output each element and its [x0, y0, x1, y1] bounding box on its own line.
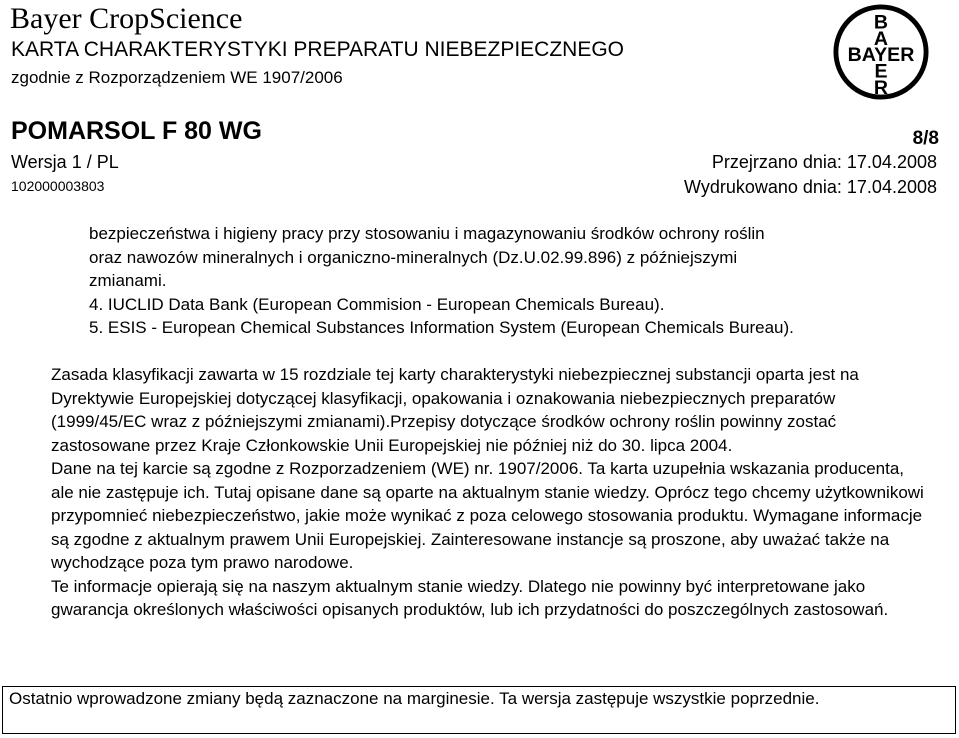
revision-date: Przejrzano dnia: 17.04.2008 [711, 152, 937, 172]
data-paragraph: Dane na tej karcie są zgodne z Rozporzadzeniem (WE) nr. 1907/2006. Ta karta uzupełnia wskazania producenta, ale nie zastępuje ich. Tutaj opisane dane są oparte na aktualnym stanie wiedzy. Oprócz tego chcemy użytkownikowi przypomnieć niebezpieczeństwo, jakie może wynikać z poza celowego stosowania produktu. Wymagane informacje są zgodne z aktualnym prawem Unii Europejskiej. Zainteresowane instancje są proszone, aby uważać także na wychodzące poza tym prawo narodowe. [51, 459, 924, 572]
version-label: Wersja [11, 152, 67, 172]
version-line [11, 152, 119, 173]
version-value: 1 / PL [71, 152, 119, 172]
logo-center-word: BAYER [847, 43, 915, 66]
page-number: 8/8 [912, 128, 939, 149]
reference-line: 4. IUCLID Data Bank (European Commision - European Chemicals Bureau). [89, 294, 665, 314]
document-title: KARTA CHARAKTERYSTYKI PREPARATU NIEBEZPIECZNEGO [11, 38, 625, 61]
product-name: POMARSOL F 80 WG [11, 117, 262, 145]
company-name: Bayer CropScience [10, 2, 243, 35]
regulation-line: zgodnie z Rozporządzeniem WE 1907/2006 [11, 68, 343, 87]
logo-letter-a: A [873, 28, 889, 51]
classification-paragraph: Zasada klasyfikacji zawarta w 15 rozdziale tej karty charakterystyki niebezpiecznej substancji oparta jest na Dyrektywie Europejskiej dotyczącej klasyfikacji, opakowania i oznakowania niebezpiecznych preparatów (1999/45/EC wraz z późniejszymi zmianami).Przepisy dotyczące środków ochrony roślin powinny zostać zastosowane przez Kraje Członkowskie Unii Europejskiej nie później niż do 30. lipca 2004. [51, 365, 859, 455]
bayer-cross-logo [832, 3, 930, 101]
logo-letter-e: E [874, 60, 888, 83]
references-list [89, 222, 929, 340]
disclaimer-body [51, 363, 931, 622]
logo-letter-b: B [873, 11, 889, 34]
logo-letter-r: R [873, 77, 889, 100]
revision-notice-box: Ostatnio wprowadzone zmiany będą zaznaczone na marginesie. Ta wersja zastępuje wszystkie poprzednie. [2, 686, 956, 734]
reference-line: zmianami. [89, 271, 167, 291]
print-date: Wydrukowano dnia: 17.04.2008 [683, 177, 937, 197]
document-number: 102000003803 [11, 178, 105, 194]
reference-line: 5. ESIS - European Chemical Substances Information System (European Chemicals Bureau). [89, 318, 794, 338]
knowledge-paragraph: Te informacje opierają się na naszym aktualnym stanie wiedzy. Dlatego nie powinny być interpretowane jako gwarancja określonych właściwości opisanych produktów, lub ich przydatności do poszczególnych zastosowań. [51, 576, 889, 619]
reference-line: bezpieczeństwa i higieny pracy przy stosowaniu i magazynowaniu środków ochrony roślin [89, 224, 765, 243]
reference-line: oraz nawozów mineralnych i organiczno-mineralnych (Dz.U.02.99.896) z późniejszymi [89, 247, 738, 267]
